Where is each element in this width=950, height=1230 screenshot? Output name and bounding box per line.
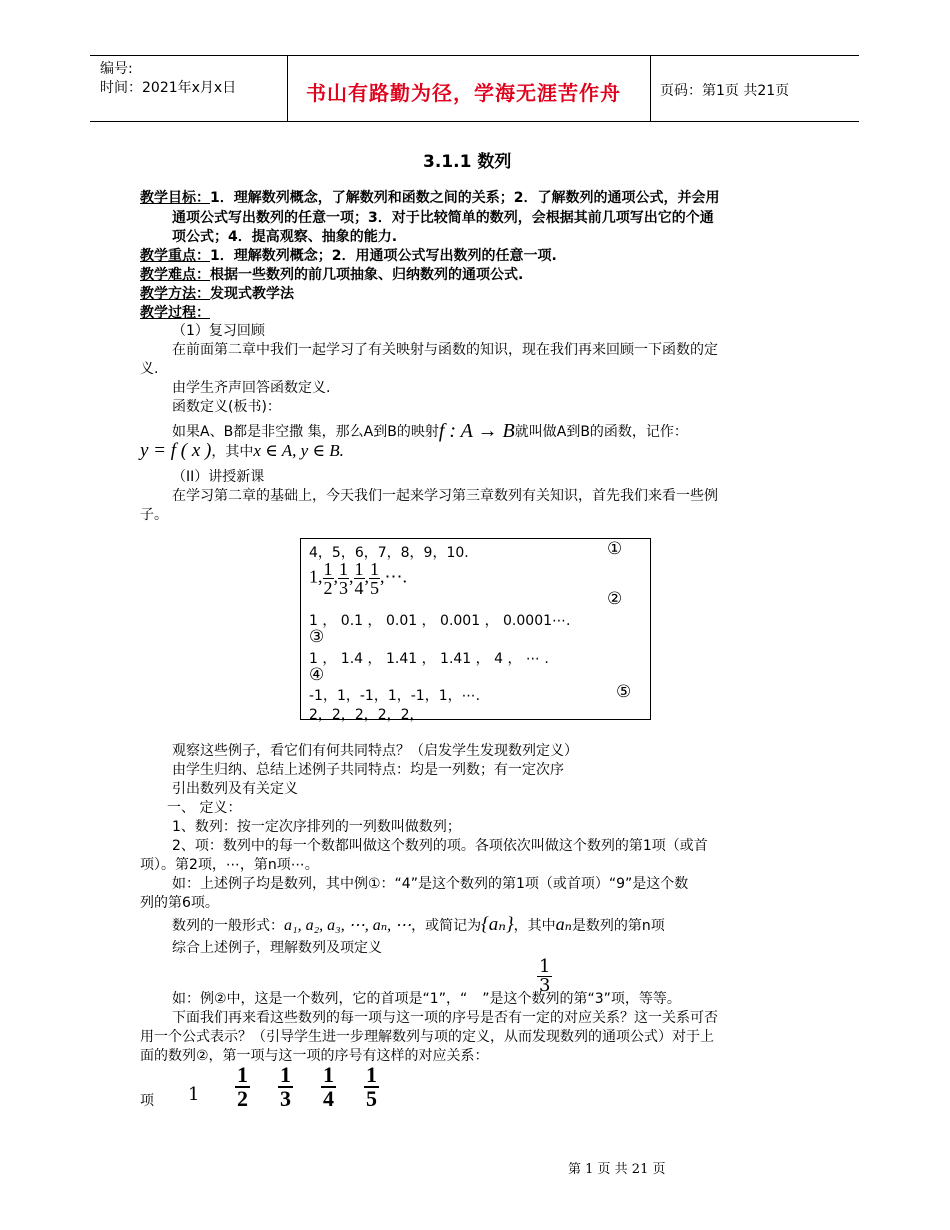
definition-sequence: 1、数列：按一定次序排列的一列数叫做数列； [172,819,461,835]
row2-frac-4: $\frac{1}{5}$ [370,559,379,598]
def-map-formula: f : A → B [438,420,515,442]
summary-line: 综合上述例子，理解数列及项定义 [172,940,382,956]
observe-p3: 引出数列及有关定义 [172,781,298,797]
def-condition: x ∈ A, y ∈ B. [253,441,344,460]
header-top-border [90,55,859,56]
focus-text: 1．理解数列概念；2．用通项公式写出数列的任意一项. [210,248,557,264]
general-mid: ，或简记为 [411,918,482,934]
row2-prefix: 1, [309,566,323,587]
def-formula: y = f ( x ) [140,440,212,461]
example-mark-3: ③ [309,627,325,647]
review-p2: 由学生齐声回答函数定义. [172,380,331,396]
new-lesson-heading: （II）讲授新课 [172,469,265,485]
example-row-2: 1, $\frac{1}{2}$ , $\frac{1}{3}$ , $\frac{1}{4}$ , $\frac{1}{5}$ ,⋯. [309,559,407,598]
observe-p2: 由学生归纳、总结上述例子共同特点：均是一列数；有一定次序 [172,762,564,778]
definitions-heading: 一、 定义： [167,800,242,816]
definition-example-line1: 如：上述例子均是数列，其中例①：“4”是这个数列的第1项（或首项）“9”是这个数 [172,876,689,892]
paragraph-line3: 面的数列②，第一项与这一项的序号有这样的对应关系： [140,1048,489,1064]
header-page-info: 页码：第1页 共21页 [660,83,790,99]
objectives-line1 [140,187,719,207]
objectives-line3: 项公式；4．提高观察、抽象的能力. [172,229,398,245]
difficulty-line [140,264,523,284]
example-mark-5: ⑤ [616,682,632,702]
paragraph-line2: 用一个公式表示？（引导学生进一步理解数列与项的定义，从而发现数列的通项公式）对于上 [140,1029,714,1045]
review-p1-line2: 义. [140,361,159,377]
header-bottom-border [90,121,859,122]
def-part2: 就叫做A到B的函数，记作： [514,424,688,440]
difficulty-text: 根据一些数列的前几项抽象、归纳数列的通项公式. [210,267,524,283]
example-mark-2: ② [607,589,623,609]
general-an: aₙ [555,914,572,934]
row2-frac-1: $\frac{1}{2}$ [323,559,333,598]
example-row-6: 2，2，2，2，2， [309,707,424,723]
ex2-line [172,988,681,1008]
term-row-frac-2: $\frac{1}{2}$ [237,1062,248,1111]
term-row-frac-5: $\frac{1}{5}$ [366,1062,377,1111]
footer-page-number: 第 1 页 共 21 页 [568,1162,666,1177]
focus-label: 教学重点： [140,248,210,264]
row2-frac-2: $\frac{1}{3}$ [339,559,348,598]
general-suffix: 是数列的第n项 [571,918,665,934]
general-brace: {aₙ} [481,914,514,935]
example-row-3: 1 ， 0.1 ， 0.01 ， 0.001 ， 0.0001⋯. [309,613,571,629]
process-label: 教学过程： [140,305,210,321]
row2-frac-3: $\frac{1}{4}$ [354,559,364,598]
page-title: 3.1.1 数列 [423,152,512,172]
definition-term-line1: 2、项：数列中的每一个数都叫做这个数列的项。各项依次叫做这个数列的第1项（或首 [172,838,708,854]
general-formula: a₁, a₂, a₃, ⋯, aₙ, ⋯ [284,917,412,934]
general-mid2: ，其中 [513,918,556,934]
def-where: ，其中 [211,444,254,460]
example-mark-4: ④ [309,665,325,685]
general-prefix: 数列的一般形式： [172,918,284,934]
header-motto: 书山有路勤为径，学海无涯苦作舟 [306,81,621,105]
header-divider-left [287,55,288,121]
example-row-1: 4，5，6，7，8，9，10. [309,545,469,561]
header-time: 时间：2021年x月x日 [100,80,237,96]
objectives-text-1: 1．理解数列概念，了解数列和函数之间的关系；2．了解数列的通项公式，并会用 [210,190,720,206]
example-row-4: 1 ， 1.4 ， 1.41 ， 1.41 ， 4 ， ⋯ . [309,651,549,667]
term-row-frac-4: $\frac{1}{4}$ [323,1062,334,1111]
term-row-label: 项 [140,1093,154,1109]
difficulty-label: 教学难点： [140,267,210,283]
review-heading: （1）复习回顾 [172,323,265,339]
new-lesson-p1-line1: 在学习第二章的基础上，今天我们一起来学习第三章数列有关知识，首先我们来看一些例 [172,488,718,504]
objectives-label: 教学目标： [140,190,210,206]
header-divider-right [650,55,651,121]
process-line [140,302,210,322]
ex2-suffix: ”是这个数列的第“3”项，等等。 [482,991,681,1007]
def-part1: 如果A、B都是非空撒 集，那么A到B的映射 [172,424,439,440]
function-notation [140,440,344,462]
definition-term-line2: 项）。第2项，⋯，第n项⋯。 [140,857,319,873]
ex2-prefix: 如：例②中，这是一个数列，它的首项是“1”，“ [172,991,468,1007]
paragraph-line1: 下面我们再来看这些数列的每一项与这一项的序号是否有一定的对应关系？这一关系可否 [172,1010,718,1026]
definition-example-line2: 列的第6项。 [140,895,219,911]
header-code-label: 编号: [100,61,133,77]
observe-p1: 观察这些例子，看它们有何共同特点？（启发学生发现数列定义） [172,743,578,759]
example-mark-1: ① [607,539,623,559]
method-text: 发现式教学法 [210,286,294,302]
row2-suffix: ,⋯. [380,566,407,587]
example-row-5: -1，1，-1，1，-1，1，⋯. [309,688,481,704]
ex2-fraction: 1 3 [539,956,551,996]
review-p3: 函数定义(板书)： [172,399,281,415]
term-row-frac-3: $\frac{1}{3}$ [280,1062,291,1111]
new-lesson-p1-line2: 子。 [140,507,168,523]
term-row-first: 1 [188,1084,200,1105]
focus-line [140,245,557,265]
method-label: 教学方法： [140,286,210,302]
general-form-line [172,913,665,936]
objectives-line2: 通项公式写出数列的任意一项；3．对于比较简单的数列，会根据其前几项写出它的个通 [172,210,714,226]
method-line [140,283,294,303]
review-p1-line1: 在前面第二章中我们一起学习了有关映射与函数的知识，现在我们再来回顾一下函数的定 [172,342,718,358]
